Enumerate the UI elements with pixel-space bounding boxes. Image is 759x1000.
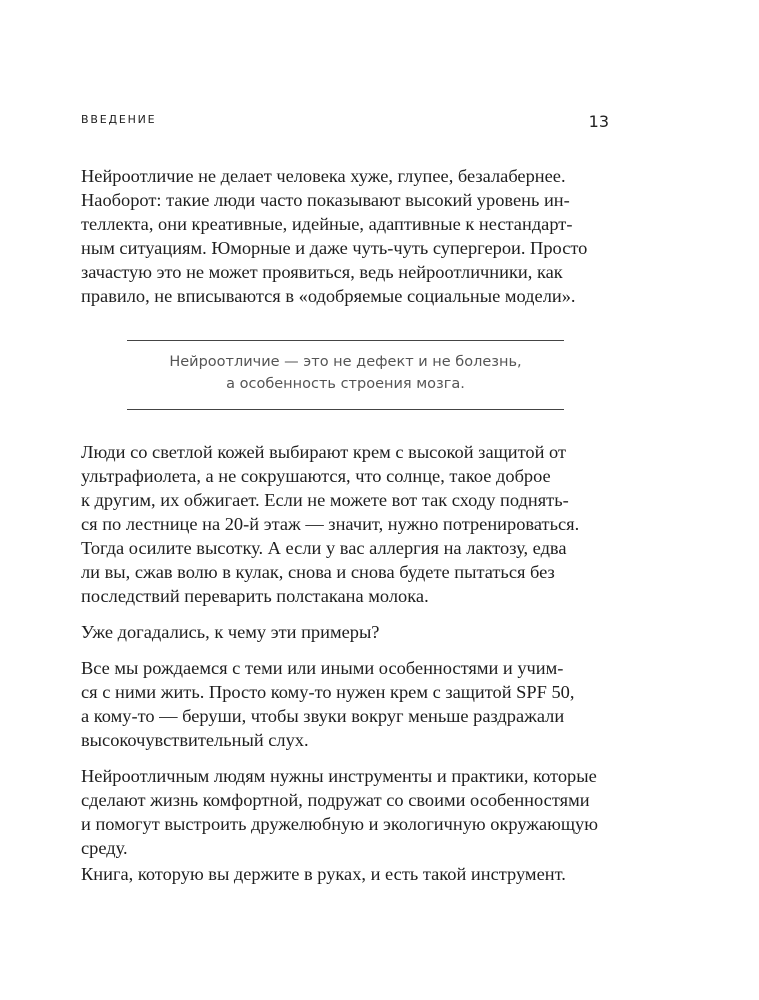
- paragraph-line: Нейроотличным людям нужны инструменты и практики, которые: [81, 766, 597, 786]
- paragraph-line: ли вы, сжав волю в кулак, снова и снова будете пытаться без: [81, 562, 555, 582]
- paragraph-line: Наоборот: такие люди часто показывают высокий уровень ин-: [81, 190, 570, 210]
- paragraph-line: а кому-то — беруши, чтобы звуки вокруг меньше раздражали: [81, 706, 565, 726]
- paragraph-line: ультрафиолета, а не сокрушаются, что солнце, такое доброе: [81, 466, 551, 486]
- paragraph-line: правило, не вписываются в «одобряемые социальные модели».: [81, 286, 576, 306]
- running-header: [81, 100, 609, 140]
- paragraph-line: Люди со светлой кожей выбирают крем с высокой защитой от: [81, 442, 567, 462]
- paragraph-book: [81, 862, 621, 886]
- pull-quote-line: а особенность строения мозга.: [226, 376, 465, 392]
- paragraph-features: [81, 656, 621, 752]
- paragraph-line: ным ситуациям. Юморные и даже чуть-чуть супергерои. Просто: [81, 238, 588, 258]
- paragraph-examples: [81, 440, 621, 608]
- paragraph-line: сделают жизнь комфортной, подружат со своими особенностями: [81, 790, 590, 810]
- paragraph-intro: [81, 164, 621, 308]
- paragraph-line: высокочувствительный слух.: [81, 730, 309, 750]
- paragraph-question: [81, 620, 621, 644]
- paragraph-line: последствий переварить полстакана молока.: [81, 586, 429, 606]
- paragraph-line: Нейроотличие не делает человека хуже, глупее, безалабернее.: [81, 166, 566, 186]
- pull-quote: [127, 340, 564, 410]
- paragraph-line: Книга, которую вы держите в руках, и есть такой инструмент.: [81, 864, 566, 884]
- paragraph-line: Уже догадались, к чему эти примеры?: [81, 622, 380, 642]
- paragraph-line: ся с ними жить. Просто кому-то нужен крем с защитой SPF 50,: [81, 682, 575, 702]
- paragraph-line: теллекта, они креативные, идейные, адаптивные к нестандарт-: [81, 214, 573, 234]
- paragraph-line: и помогут выстроить дружелюбную и экологичную окружающую: [81, 814, 598, 834]
- paragraph-line: Все мы рождаемся с теми или иными особенностями и учим-: [81, 658, 564, 678]
- pull-quote-line: Нейроотличие — это не дефект и не болезнь,: [169, 354, 522, 370]
- paragraph-line: к другим, их обжигает. Если не можете вот так сходу поднять-: [81, 490, 569, 510]
- page-number: 13: [588, 112, 609, 131]
- paragraph-line: Тогда осилите высотку. А если у вас аллергия на лактозу, едва: [81, 538, 567, 558]
- paragraph-line: ся по лестнице на 20-й этаж — значит, нужно потренироваться.: [81, 514, 580, 534]
- paragraph-tools: [81, 764, 621, 860]
- section-title: ВВЕДЕНИЕ: [81, 113, 157, 126]
- paragraph-line: среду.: [81, 838, 128, 858]
- paragraph-line: зачастую это не может проявиться, ведь нейроотличники, как: [81, 262, 563, 282]
